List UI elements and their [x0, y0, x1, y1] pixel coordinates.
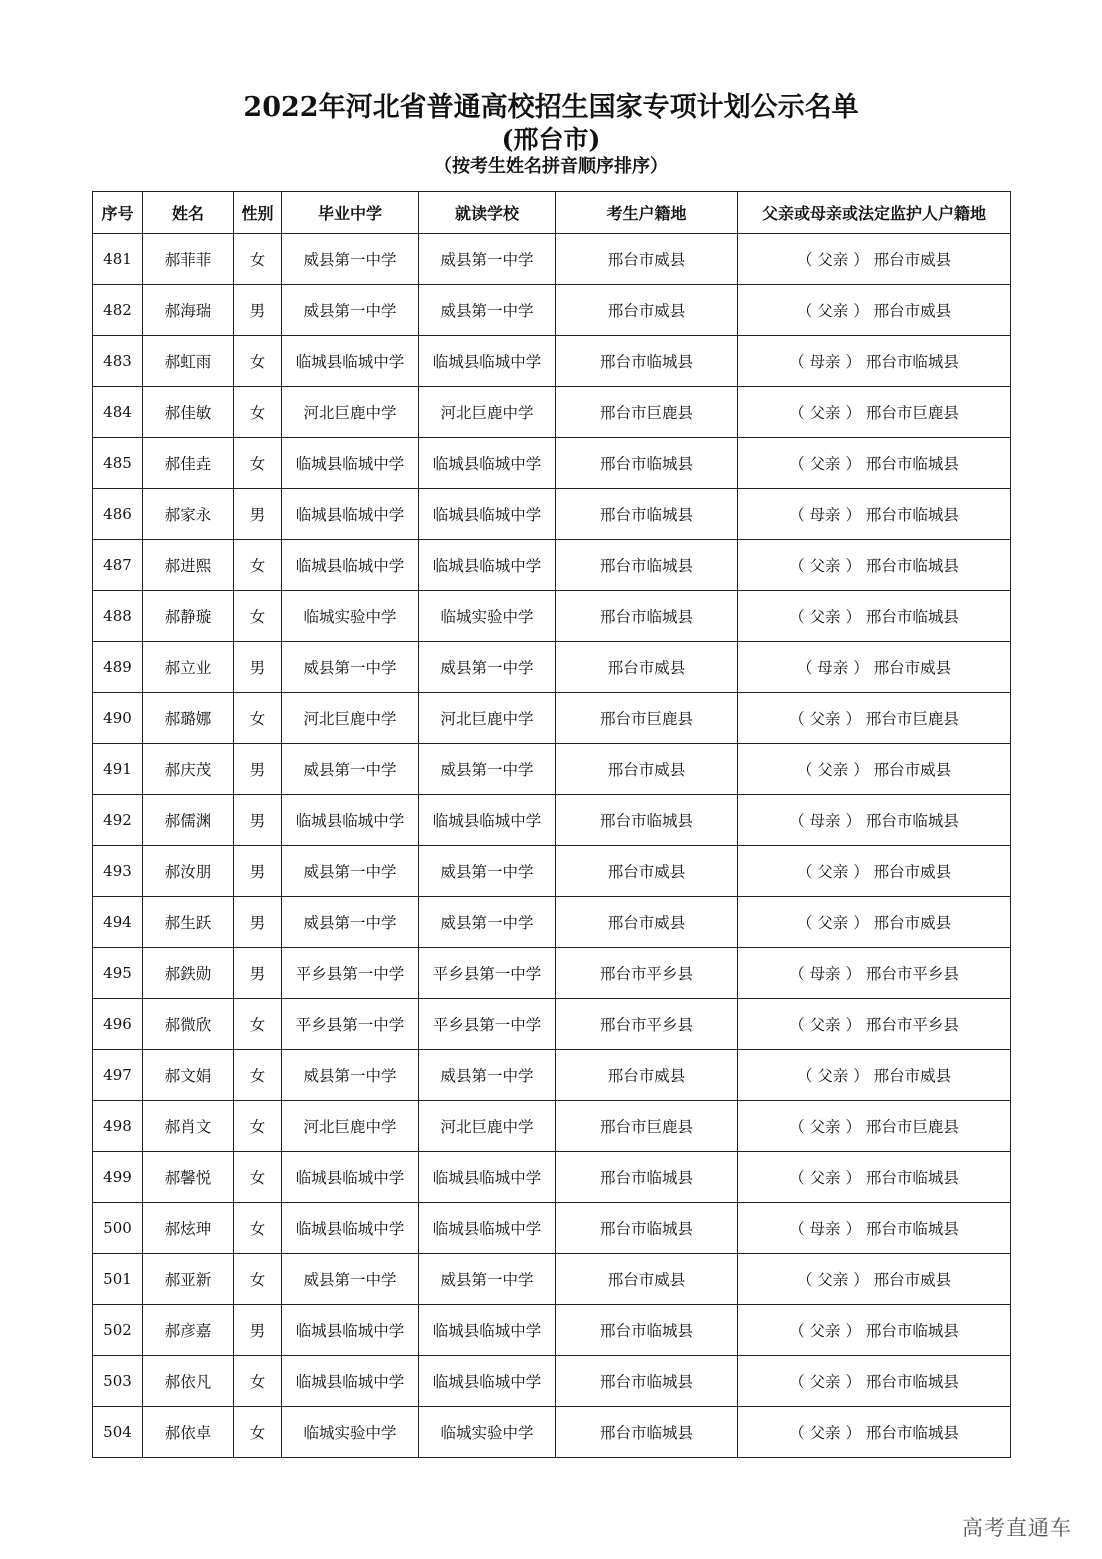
page-subtitle-city: (邢台市): [501, 125, 601, 154]
cell-no: 502: [93, 1305, 143, 1356]
cell-current-school: 威县第一中学: [419, 234, 556, 285]
cell-graduation-school: 临城县临城中学: [282, 1305, 419, 1356]
cell-guardian-hukou: （ 父亲 ） 邢台市威县: [738, 234, 1011, 285]
cell-guardian-hukou: （ 父亲 ） 邢台市临城县: [738, 438, 1011, 489]
cell-current-school: 威县第一中学: [419, 744, 556, 795]
cell-current-school: 河北巨鹿中学: [419, 693, 556, 744]
cell-no: 489: [93, 642, 143, 693]
table-row: [93, 234, 1011, 285]
header-graduation-school: 毕业中学: [282, 192, 419, 234]
cell-name: 郝璐娜: [143, 693, 234, 744]
table-row: [93, 1356, 1011, 1407]
cell-name: 郝虹雨: [143, 336, 234, 387]
table-row: [93, 285, 1011, 336]
cell-hukou: 邢台市威县: [556, 285, 738, 336]
cell-graduation-school: 临城县临城中学: [282, 540, 419, 591]
cell-graduation-school: 威县第一中学: [282, 285, 419, 336]
table-row: [93, 744, 1011, 795]
cell-graduation-school: 平乡县第一中学: [282, 948, 419, 999]
cell-name: 郝彦嘉: [143, 1305, 234, 1356]
cell-guardian-hukou: （ 父亲 ） 邢台市威县: [738, 897, 1011, 948]
cell-no: 498: [93, 1101, 143, 1152]
header-guardian-hukou: 父亲或母亲或法定监护人户籍地: [738, 192, 1011, 234]
cell-gender: 女: [234, 1050, 282, 1101]
cell-current-school: 临城县临城中学: [419, 795, 556, 846]
table-row: [93, 540, 1011, 591]
cell-graduation-school: 临城县临城中学: [282, 336, 419, 387]
cell-graduation-school: 临城实验中学: [282, 1407, 419, 1458]
table-row: [93, 693, 1011, 744]
cell-graduation-school: 威县第一中学: [282, 234, 419, 285]
cell-name: 郝汝朋: [143, 846, 234, 897]
cell-current-school: 临城实验中学: [419, 591, 556, 642]
cell-hukou: 邢台市临城县: [556, 1203, 738, 1254]
cell-current-school: 威县第一中学: [419, 846, 556, 897]
cell-guardian-hukou: （ 父亲 ） 邢台市临城县: [738, 1305, 1011, 1356]
cell-graduation-school: 威县第一中学: [282, 897, 419, 948]
cell-gender: 女: [234, 1407, 282, 1458]
cell-no: 496: [93, 999, 143, 1050]
cell-graduation-school: 临城县临城中学: [282, 795, 419, 846]
cell-guardian-hukou: （ 父亲 ） 邢台市平乡县: [738, 999, 1011, 1050]
table-header-row: [93, 192, 1011, 234]
cell-hukou: 邢台市平乡县: [556, 999, 738, 1050]
cell-name: 郝佳敏: [143, 387, 234, 438]
cell-gender: 女: [234, 1101, 282, 1152]
cell-guardian-hukou: （ 父亲 ） 邢台市临城县: [738, 591, 1011, 642]
cell-graduation-school: 威县第一中学: [282, 1050, 419, 1101]
cell-no: 497: [93, 1050, 143, 1101]
cell-graduation-school: 威县第一中学: [282, 642, 419, 693]
cell-guardian-hukou: （ 母亲 ） 邢台市威县: [738, 642, 1011, 693]
table-row: [93, 999, 1011, 1050]
cell-guardian-hukou: （ 父亲 ） 邢台市威县: [738, 744, 1011, 795]
cell-hukou: 邢台市威县: [556, 1050, 738, 1101]
cell-hukou: 邢台市威县: [556, 846, 738, 897]
cell-graduation-school: 临城县临城中学: [282, 1356, 419, 1407]
table-row: [93, 897, 1011, 948]
cell-name: 郝鉄勋: [143, 948, 234, 999]
cell-name: 郝家永: [143, 489, 234, 540]
cell-no: 494: [93, 897, 143, 948]
cell-no: 482: [93, 285, 143, 336]
cell-no: 490: [93, 693, 143, 744]
cell-no: 486: [93, 489, 143, 540]
cell-guardian-hukou: （ 父亲 ） 邢台市临城县: [738, 1356, 1011, 1407]
cell-current-school: 威县第一中学: [419, 897, 556, 948]
cell-gender: 男: [234, 1305, 282, 1356]
cell-name: 郝立业: [143, 642, 234, 693]
cell-gender: 男: [234, 846, 282, 897]
cell-name: 郝静璇: [143, 591, 234, 642]
cell-guardian-hukou: （ 母亲 ） 邢台市临城县: [738, 1203, 1011, 1254]
cell-current-school: 临城县临城中学: [419, 1203, 556, 1254]
cell-guardian-hukou: （ 父亲 ） 邢台市威县: [738, 846, 1011, 897]
header-name: 姓名: [143, 192, 234, 234]
cell-guardian-hukou: （ 父亲 ） 邢台市威县: [738, 285, 1011, 336]
cell-name: 郝进熙: [143, 540, 234, 591]
cell-no: 500: [93, 1203, 143, 1254]
cell-no: 504: [93, 1407, 143, 1458]
cell-name: 郝炫珅: [143, 1203, 234, 1254]
cell-gender: 女: [234, 999, 282, 1050]
table-row: [93, 1152, 1011, 1203]
cell-guardian-hukou: （ 父亲 ） 邢台市临城县: [738, 1407, 1011, 1458]
cell-hukou: 邢台市平乡县: [556, 948, 738, 999]
cell-guardian-hukou: （ 父亲 ） 邢台市威县: [738, 1254, 1011, 1305]
cell-no: 503: [93, 1356, 143, 1407]
cell-gender: 女: [234, 1203, 282, 1254]
cell-name: 郝菲菲: [143, 234, 234, 285]
cell-name: 郝生跃: [143, 897, 234, 948]
table-row: [93, 438, 1011, 489]
cell-graduation-school: 临城县临城中学: [282, 489, 419, 540]
table-row: [93, 846, 1011, 897]
page-subtitle-sort-note: （按考生姓名拼音顺序排序）: [434, 156, 668, 177]
cell-graduation-school: 临城县临城中学: [282, 1203, 419, 1254]
cell-no: 487: [93, 540, 143, 591]
cell-gender: 女: [234, 336, 282, 387]
table-row: [93, 336, 1011, 387]
cell-no: 481: [93, 234, 143, 285]
cell-guardian-hukou: （ 母亲 ） 邢台市临城县: [738, 336, 1011, 387]
cell-graduation-school: 河北巨鹿中学: [282, 693, 419, 744]
cell-guardian-hukou: （ 母亲 ） 邢台市临城县: [738, 795, 1011, 846]
cell-no: 491: [93, 744, 143, 795]
cell-guardian-hukou: （ 父亲 ） 邢台市巨鹿县: [738, 693, 1011, 744]
cell-name: 郝庆茂: [143, 744, 234, 795]
cell-graduation-school: 平乡县第一中学: [282, 999, 419, 1050]
cell-current-school: 威县第一中学: [419, 1050, 556, 1101]
table-row: [93, 1101, 1011, 1152]
cell-current-school: 临城县临城中学: [419, 1305, 556, 1356]
cell-name: 郝佳垚: [143, 438, 234, 489]
watermark: 高考直通车: [962, 1516, 1072, 1540]
cell-current-school: 临城县临城中学: [419, 438, 556, 489]
cell-no: 483: [93, 336, 143, 387]
cell-guardian-hukou: （ 母亲 ） 邢台市平乡县: [738, 948, 1011, 999]
cell-guardian-hukou: （ 父亲 ） 邢台市巨鹿县: [738, 387, 1011, 438]
cell-hukou: 邢台市威县: [556, 744, 738, 795]
cell-gender: 女: [234, 234, 282, 285]
cell-graduation-school: 临城县临城中学: [282, 438, 419, 489]
table-row: [93, 1254, 1011, 1305]
cell-gender: 女: [234, 693, 282, 744]
cell-name: 郝海瑞: [143, 285, 234, 336]
cell-gender: 男: [234, 897, 282, 948]
cell-graduation-school: 威县第一中学: [282, 846, 419, 897]
cell-gender: 女: [234, 1254, 282, 1305]
cell-name: 郝依凡: [143, 1356, 234, 1407]
table-row: [93, 591, 1011, 642]
cell-no: 495: [93, 948, 143, 999]
cell-current-school: 河北巨鹿中学: [419, 387, 556, 438]
cell-no: 485: [93, 438, 143, 489]
cell-current-school: 威县第一中学: [419, 1254, 556, 1305]
cell-gender: 男: [234, 285, 282, 336]
table-body: [93, 234, 1011, 1458]
table-row: [93, 948, 1011, 999]
cell-hukou: 邢台市威县: [556, 897, 738, 948]
cell-hukou: 邢台市巨鹿县: [556, 693, 738, 744]
cell-hukou: 邢台市临城县: [556, 540, 738, 591]
header-no: 序号: [93, 192, 143, 234]
cell-hukou: 邢台市威县: [556, 642, 738, 693]
cell-hukou: 邢台市临城县: [556, 591, 738, 642]
page-title: 2022年河北省普通高校招生国家专项计划公示名单: [243, 92, 859, 123]
table-row: [93, 489, 1011, 540]
cell-no: 488: [93, 591, 143, 642]
cell-current-school: 临城县临城中学: [419, 540, 556, 591]
cell-current-school: 临城县临城中学: [419, 1152, 556, 1203]
cell-gender: 男: [234, 795, 282, 846]
cell-guardian-hukou: （ 父亲 ） 邢台市临城县: [738, 1152, 1011, 1203]
cell-name: 郝肖文: [143, 1101, 234, 1152]
admission-list-table: [92, 191, 1011, 1458]
cell-gender: 女: [234, 387, 282, 438]
table-row: [93, 1203, 1011, 1254]
cell-no: 493: [93, 846, 143, 897]
cell-gender: 男: [234, 489, 282, 540]
cell-hukou: 邢台市临城县: [556, 438, 738, 489]
header-hukou: 考生户籍地: [556, 192, 738, 234]
cell-current-school: 平乡县第一中学: [419, 948, 556, 999]
cell-graduation-school: 河北巨鹿中学: [282, 1101, 419, 1152]
cell-name: 郝微欣: [143, 999, 234, 1050]
cell-hukou: 邢台市临城县: [556, 489, 738, 540]
table-row: [93, 642, 1011, 693]
table-row: [93, 387, 1011, 438]
cell-name: 郝依卓: [143, 1407, 234, 1458]
cell-hukou: 邢台市威县: [556, 234, 738, 285]
cell-current-school: 平乡县第一中学: [419, 999, 556, 1050]
cell-gender: 男: [234, 948, 282, 999]
cell-hukou: 邢台市临城县: [556, 1356, 738, 1407]
cell-name: 郝馨悦: [143, 1152, 234, 1203]
cell-gender: 男: [234, 744, 282, 795]
header-current-school: 就读学校: [419, 192, 556, 234]
cell-gender: 女: [234, 1152, 282, 1203]
cell-name: 郝亚新: [143, 1254, 234, 1305]
cell-guardian-hukou: （ 父亲 ） 邢台市巨鹿县: [738, 1101, 1011, 1152]
cell-graduation-school: 威县第一中学: [282, 744, 419, 795]
cell-graduation-school: 临城实验中学: [282, 591, 419, 642]
header-gender: 性别: [234, 192, 282, 234]
cell-hukou: 邢台市威县: [556, 1254, 738, 1305]
cell-name: 郝文娟: [143, 1050, 234, 1101]
cell-hukou: 邢台市巨鹿县: [556, 387, 738, 438]
cell-current-school: 临城实验中学: [419, 1407, 556, 1458]
cell-hukou: 邢台市临城县: [556, 1407, 738, 1458]
cell-hukou: 邢台市临城县: [556, 336, 738, 387]
cell-current-school: 河北巨鹿中学: [419, 1101, 556, 1152]
cell-name: 郝儒渊: [143, 795, 234, 846]
cell-no: 492: [93, 795, 143, 846]
cell-guardian-hukou: （ 父亲 ） 邢台市威县: [738, 1050, 1011, 1101]
table-row: [93, 1407, 1011, 1458]
table-row: [93, 1050, 1011, 1101]
cell-hukou: 邢台市临城县: [556, 795, 738, 846]
cell-gender: 女: [234, 591, 282, 642]
table-row: [93, 1305, 1011, 1356]
cell-graduation-school: 临城县临城中学: [282, 1152, 419, 1203]
table-row: [93, 795, 1011, 846]
cell-guardian-hukou: （ 母亲 ） 邢台市临城县: [738, 489, 1011, 540]
cell-no: 484: [93, 387, 143, 438]
cell-gender: 女: [234, 540, 282, 591]
cell-hukou: 邢台市临城县: [556, 1152, 738, 1203]
cell-no: 499: [93, 1152, 143, 1203]
cell-current-school: 威县第一中学: [419, 285, 556, 336]
cell-hukou: 邢台市巨鹿县: [556, 1101, 738, 1152]
cell-graduation-school: 河北巨鹿中学: [282, 387, 419, 438]
cell-current-school: 临城县临城中学: [419, 336, 556, 387]
cell-no: 501: [93, 1254, 143, 1305]
cell-graduation-school: 威县第一中学: [282, 1254, 419, 1305]
cell-hukou: 邢台市临城县: [556, 1305, 738, 1356]
cell-current-school: 威县第一中学: [419, 642, 556, 693]
cell-current-school: 临城县临城中学: [419, 1356, 556, 1407]
cell-gender: 女: [234, 438, 282, 489]
cell-gender: 男: [234, 642, 282, 693]
cell-current-school: 临城县临城中学: [419, 489, 556, 540]
cell-gender: 女: [234, 1356, 282, 1407]
cell-guardian-hukou: （ 父亲 ） 邢台市临城县: [738, 540, 1011, 591]
